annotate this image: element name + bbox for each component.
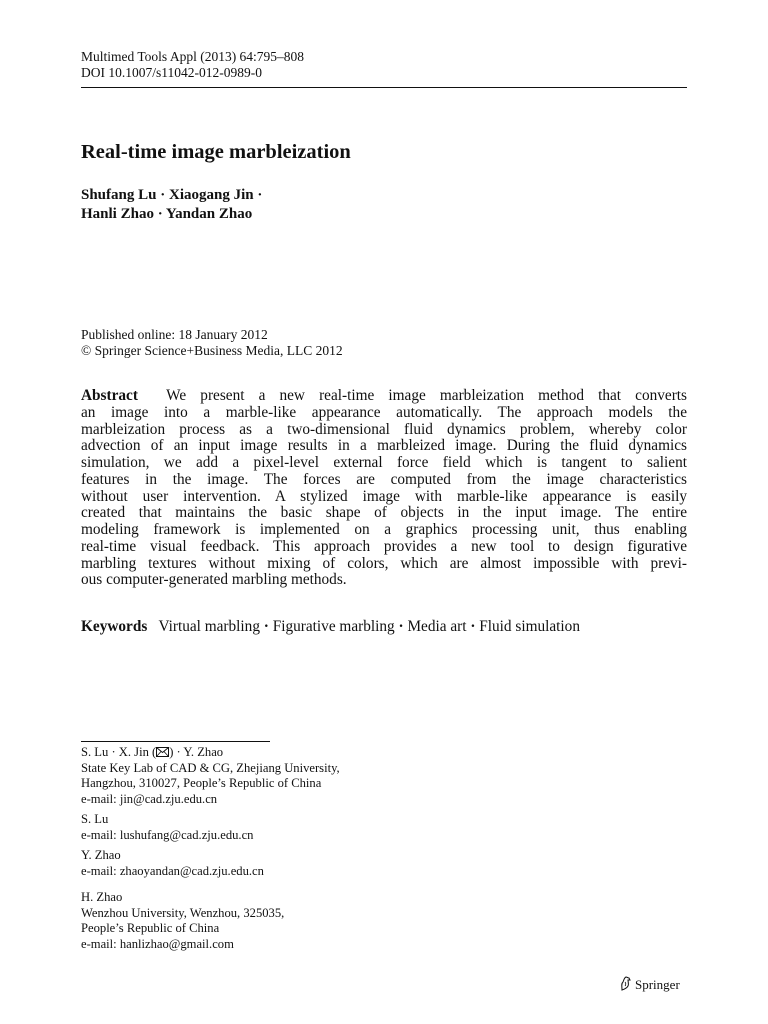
affiliation-block: S. Lu · X. Jin ( ) · Y. Zhao State Key Lab of CAD & CG, Zhejiang University, Hangzhou, 310027, People’s Republic of China e-mail: jin@cad.zju.edu.cn (81, 745, 340, 806)
doi: DOI 10.1007/s11042-012-0989-0 (81, 64, 262, 80)
keyword: Fluid simulation (479, 618, 580, 635)
envelope-icon (156, 746, 169, 756)
abstract-line: without user intervention. A stylized image with marble-like appearance is easily (81, 487, 687, 505)
keyword: Figurative marbling (272, 618, 395, 635)
abstract-line: ous computer-generated marbling methods. (81, 571, 347, 589)
publisher-name: Springer (635, 977, 680, 992)
abstract-line: an image into a marble-like appearance automatically. The approach models the (81, 403, 687, 421)
paper-title: Real-time image marbleization (81, 141, 351, 163)
affiliation-block (81, 890, 284, 952)
author-list: Shufang Lu · Xiaogang Jin · Hanli Zhao · Yandan Zhao (81, 187, 263, 222)
affiliation-line: Hangzhou, 310027, People’s Republic of China (81, 776, 322, 790)
affiliation-block (81, 848, 264, 879)
author-name: Hanli Zhao (81, 206, 154, 222)
author-name: Xiaogang Jin (168, 187, 254, 203)
footnote-rule (81, 741, 270, 742)
published-date: Published online: 18 January 2012 (81, 327, 268, 342)
publisher-logo (619, 976, 680, 993)
affiliation-line: State Key Lab of CAD & CG, Zhejiang University, (81, 760, 340, 775)
abstract (81, 388, 687, 589)
author-name: Shufang Lu (81, 187, 157, 203)
email-line: e-mail: lushufang@cad.zju.edu.cn (81, 827, 254, 842)
author-abbrev: Y. Zhao (81, 848, 121, 862)
abstract-line: modeling framework is implemented on a graphics processing unit, thus enabling (81, 521, 687, 538)
email-line: e-mail: hanlizhao@gmail.com (81, 936, 234, 951)
abstract-line: advection of an input image results in a marbleized image. During the fluid dynamics (81, 437, 687, 455)
author-name: Yandan Zhao (165, 206, 253, 222)
copyright-notice: © Springer Science+Business Media, LLC 2012 (81, 342, 343, 358)
email-line: e-mail: zhaoyandan@cad.zju.edu.cn (81, 863, 264, 878)
abstract-line: simulation, we add a pixel-level external force field which is tangent to salient (81, 454, 687, 471)
journal-header (81, 49, 304, 80)
keywords-label: Keywords (81, 618, 148, 635)
abstract-line: created that maintains the basic shape of objects in the input image. The entire (81, 504, 687, 522)
abstract-line: marbleization process as a two-dimensional fluid dynamics problem, whereby color (81, 420, 687, 438)
affiliation-block (81, 812, 253, 843)
keywords: Keywords Virtual marbling · Figurative marbling · Media art · Fluid simulation (81, 618, 580, 635)
affiliation-line: People’s Republic of China (81, 921, 220, 935)
journal-citation: Multimed Tools Appl (2013) 64:795–808 (81, 49, 305, 64)
header-rule (81, 87, 687, 88)
abstract-label: Abstract (81, 387, 138, 404)
abstract-line: real-time visual feedback. This approach provides a new tool to design figurative (81, 537, 687, 555)
author-abbrev: S. Lu (81, 812, 109, 826)
email-line: e-mail: jin@cad.zju.edu.cn (81, 791, 218, 806)
abstract-line: features in the image. The forces are computed from the image characteristics (81, 470, 687, 488)
abstract-line: Abstract We present a new real-time image marbleization method that converts (81, 387, 687, 404)
keyword: Virtual marbling (158, 618, 260, 635)
affiliation-line: Wenzhou University, Wenzhou, 325035, (81, 905, 285, 920)
publication-info (81, 327, 343, 358)
keyword: Media art (407, 618, 467, 635)
abstract-line: marbling textures without mixing of colors, which are almost impossible with previ- (81, 554, 687, 572)
springer-horse-icon (619, 976, 632, 991)
author-abbrev: H. Zhao (81, 890, 123, 904)
